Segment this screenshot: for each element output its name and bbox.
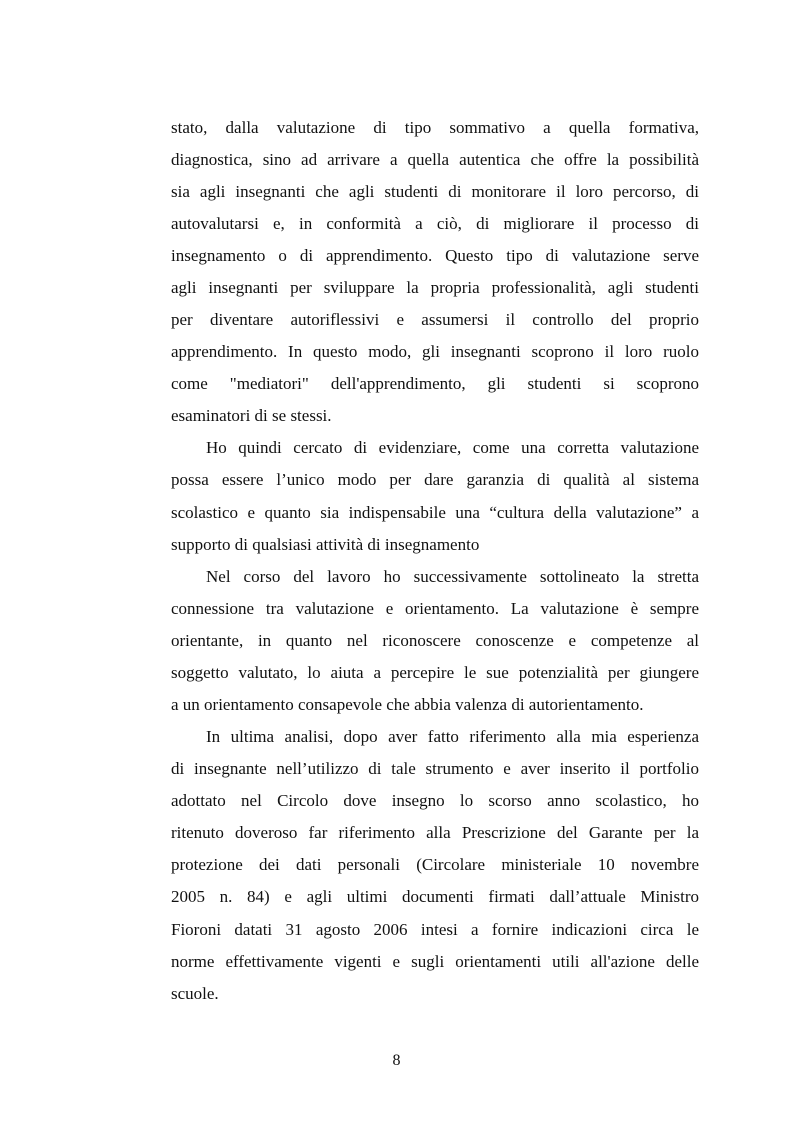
text-line: orientante, in quanto nel riconoscere conoscenze e competenze al: [171, 631, 699, 650]
text-line: Nel corso del lavoro ho successivamente sottolineato la stretta: [206, 567, 699, 586]
page-number: 8: [392, 1052, 401, 1069]
text-line: apprendimento. In questo modo, gli insegnanti scoprono il loro ruolo: [171, 342, 699, 361]
text-line: per diventare autoriflessivi e assumersi il controllo del proprio: [171, 310, 699, 329]
text-line: di insegnante nell’utilizzo di tale strumento e aver inserito il portfolio: [171, 759, 699, 778]
text-line: diagnostica, sino ad arrivare a quella autentica che offre la possibilità: [171, 150, 699, 169]
text-line: sia agli insegnanti che agli studenti di monitorare il loro percorso, di: [171, 182, 699, 201]
text-line: agli insegnanti per sviluppare la propria professionalità, agli studenti: [171, 278, 699, 297]
text-line: In ultima analisi, dopo aver fatto riferimento alla mia esperienza: [206, 727, 699, 746]
text-line: supporto di qualsiasi attività di insegnamento: [171, 535, 480, 554]
text-line: scuole.: [171, 984, 219, 1003]
text-line: connessione tra valutazione e orientamento. La valutazione è sempre: [171, 599, 699, 618]
text-line: come "mediatori" dell'apprendimento, gli studenti si scoprono: [171, 374, 699, 393]
text-line: esaminatori di se stessi.: [171, 406, 332, 425]
text-line: ritenuto doveroso far riferimento alla Prescrizione del Garante per la: [171, 823, 699, 842]
text-line: soggetto valutato, lo aiuta a percepire le sue potenzialità per giungere: [171, 663, 699, 682]
text-line: adottato nel Circolo dove insegno lo scorso anno scolastico, ho: [171, 791, 699, 810]
text-line: norme effettivamente vigenti e sugli orientamenti utili all'azione delle: [171, 952, 699, 971]
text-line: Fioroni datati 31 agosto 2006 intesi a fornire indicazioni circa le: [171, 920, 699, 939]
text-line: a un orientamento consapevole che abbia valenza di autorientamento.: [171, 695, 644, 714]
text-line: scolastico e quanto sia indispensabile una “cultura della valutazione” a: [171, 503, 699, 522]
text-line: protezione dei dati personali (Circolare ministeriale 10 novembre: [171, 855, 699, 874]
text-line: Ho quindi cercato di evidenziare, come una corretta valutazione: [206, 438, 699, 457]
text-line: 2005 n. 84) e agli ultimi documenti firmati dall’attuale Ministro: [171, 887, 699, 906]
text-line: autovalutarsi e, in conformità a ciò, di migliorare il processo di: [171, 214, 699, 233]
text-line: insegnamento o di apprendimento. Questo tipo di valutazione serve: [171, 246, 699, 265]
text-line: stato, dalla valutazione di tipo sommativo a quella formativa,: [171, 118, 699, 137]
text-line: possa essere l’unico modo per dare garanzia di qualità al sistema: [171, 470, 699, 489]
